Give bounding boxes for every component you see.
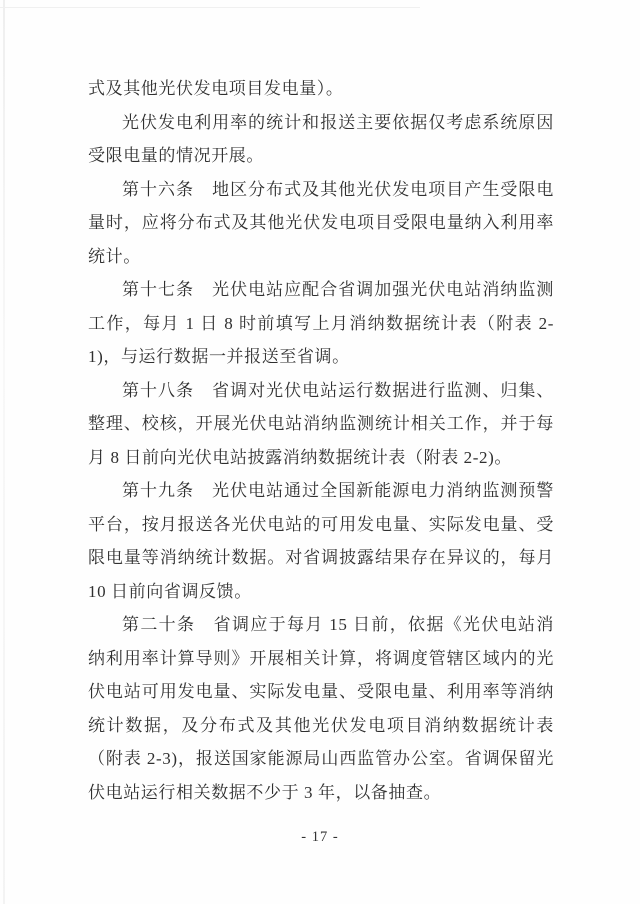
page-number: - 17 -	[301, 829, 339, 845]
paragraph-article-20: 第二十条 省调应于每月 15 日前，依据《光伏电站消纳利用率计算导则》开展相关计算，将调度管辖区域内的光伏电站可用发电量、实际发电量、受限电量、利用率等消纳统计数据，及分布式及其他光伏发电项目消纳数据统计表（附表 2-3)，报送国家能源局山西监管办公室。省调保留光伏电站运行相关数据不少于 3 年，以备抽查。	[88, 615, 554, 802]
paragraph-utilization-statistics: 光伏发电利用率的统计和报送主要依据仅考虑系统原因受限电量的情况开展。	[88, 112, 554, 165]
paragraph-article-19: 第十九条 光伏电站通过全国新能源电力消纳监测预警平台，按月报送各光伏电站的可用发电量、实际发电量、受限电量等消纳统计数据。对省调披露结果存在异议的，每月 10 日前向省调反馈。	[88, 481, 554, 601]
paragraph-article-18: 第十八条 省调对光伏电站运行数据进行监测、归集、整理、校核，开展光伏电站消纳监测统计相关工作，并于每月 8 日前向光伏电站披露消纳数据统计表（附表 2-2)。	[88, 380, 554, 467]
paragraph-article-17: 第十七条 光伏电站应配合省调加强光伏电站消纳监测工作，每月 1 日 8 时前填写上月消纳数据统计表（附表 2-1)，与运行数据一并报送至省调。	[88, 280, 554, 366]
document-body	[88, 72, 554, 809]
paragraph-article-16: 第十六条 地区分布式及其他光伏发电项目产生受限电量时，应将分布式及其他光伏发电项目受限电量纳入利用率统计。	[88, 179, 554, 266]
scan-edge-artifact-top	[0, 7, 420, 8]
scan-edge-artifact-left	[3, 0, 5, 904]
paragraph-continuation: 式及其他光伏发电项目发电量）。	[88, 79, 344, 98]
